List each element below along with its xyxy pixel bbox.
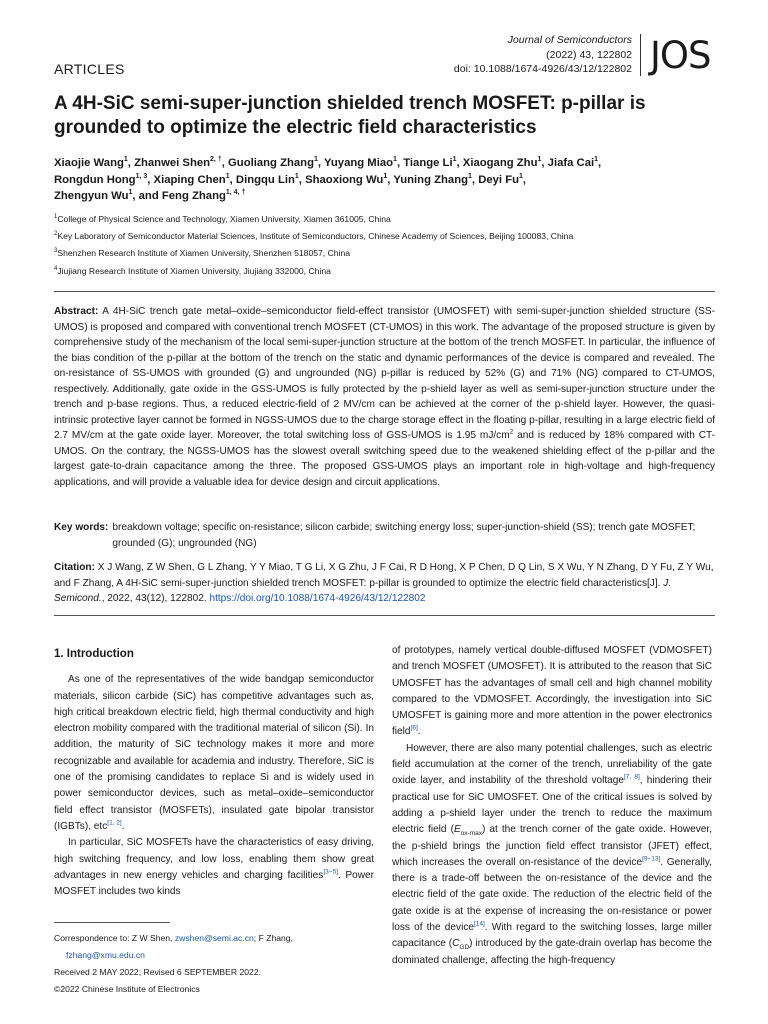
article-title: A 4H-SiC semi-super-junction shielded trench MOSFET: p-pillar is grounded to optimize the electric field characteristics [54,93,646,138]
author-sep: , [598,157,602,169]
author-10: Dingqu Lin [235,173,295,186]
author-8-aff: 1, 3 [135,172,148,180]
affiliation-num: 3 [54,248,58,255]
received-dates: Received 2 MAY 2022; Revised 6 SEPTEMBER 2022. [54,967,261,977]
section-heading: 1. Introduction [54,648,134,660]
author-13: Deyi Fu [478,173,519,186]
author-8: Rongdun Hong [54,173,136,186]
author-sep: , [541,157,548,169]
paragraph-text: . [417,726,421,738]
section-type-label: ARTICLES [54,61,125,77]
affiliation-item [54,263,719,280]
author-1: Xiaojie Wang [54,157,124,169]
author-15: Feng Zhang [161,190,226,202]
author-sep: , [229,173,236,186]
affiliation-text: Key Laboratory of Semiconductor Material Sciences, Institute of Semiconductors, Chinese Academy of Sciences, Beijing 100083, China [57,231,574,242]
citation [54,560,715,607]
journal-meta [454,33,632,77]
author-4: Yuyang Miao [323,157,394,169]
reference-link[interactable]: [3−5] [323,868,338,876]
author-14-aff: 1 [128,189,133,197]
email-link[interactable]: fzhang@xmu.edu.cn [66,950,145,960]
author-14: Zhengyun Wu [54,190,129,202]
affiliation-text: Jiujiang Research Institute of Xiamen University, Jiujiang 332000, China [57,265,331,276]
divider-top [54,291,715,292]
correspondence-text: Correspondence to: Z W Shen, [54,933,175,943]
email-link[interactable]: zwshen@semi.ac.cn [174,933,254,943]
author-list [54,155,719,205]
correspondence-cont [54,947,374,964]
citation-doi-link[interactable]: https://doi.org/10.1088/1674-4926/43/12/122802 [209,593,426,604]
affiliation-text: Shenzhen Research Institute of Xiamen University, Shenzhen 518057, China [57,248,351,259]
paragraph [54,835,374,900]
keywords-text: breakdown voltage; specific on-resistance; silicon carbide; switching energy loss; super-junction-shield (SS); trench gate MOSFET; grounded (G); ungrounded (NG) [112,522,696,549]
paragraph-text: However, there are also many potential challenges, such as electric field accumulation at the corner of the trench, unreliability of the gate oxide layer, and instability of the threshold voltage [392,742,712,787]
paragraph [392,741,712,969]
paragraph-text: . Power MOSFET includes two kinds [54,869,374,898]
author-sep: , [147,173,154,186]
math-subscript: ox-max [460,830,482,838]
citation-tail: , 2022, 43(12), 122802. [101,593,210,604]
author-sep: , [317,157,324,169]
abstract-text-cont: and is reduced by 18% compared with CT-UMOS. On the contrary, the NGSS-UMOS has the slowest overall switching speed due to the weakened shielding effect of the p-pillar and the largest gate-to-drain capacitance among the three. The proposed GSS-UMOS plays an important role in high-voltage and high-frequency applications, and will provide a valuable idea for device design and circuit applications. [54,430,715,488]
footnotes [54,930,374,998]
logo-divider [640,34,641,76]
paragraph [54,672,374,835]
affiliation-num: 4 [54,265,58,272]
keywords-label: Key words: [54,522,109,533]
citation-journal: J. Semicond. [54,577,672,604]
journal-logo: JOS [650,34,711,77]
paragraph-text: As one of the representatives of the wide bandgap semiconductor materials, silicon carbide (SiC) has competitive advantages such as, high critical breakdown electric field, high thermal conductivity and high electron mobility compared with the traditional material of silicon (Si). In addition, the maturity of SiC technology makes it more and more recognizable and available for academia and industry. Therefore, SiC is one of the promising candidates to replace Si and is widely used in power semiconductor devices, such as metal–oxide–semiconductor field effect transistor (MOSFETs), insulated gate bipolar transistor (IGBTs), etc [54,674,374,832]
author-3-aff: 1 [313,156,318,164]
journal-name: Journal of Semiconductors [507,34,632,46]
author-sep: , [298,173,306,186]
author-sep: , [456,157,463,169]
right-column [392,643,712,969]
paragraph [392,643,712,741]
correspondence [54,930,374,947]
author-2-aff: 2, † [210,156,222,164]
affiliation-text: College of Physical Science and Technology, Xiamen University, Xiamen 361005, China [57,214,391,224]
copyright: ©2022 Chinese Institute of Electronics [54,984,200,994]
author-9: Xiaping Chen [153,173,226,186]
author-3: Guoliang Zhang [228,157,314,169]
author-1-aff: 1 [123,156,128,164]
author-13-aff: 1 [519,172,523,180]
reference-link[interactable]: [1, 2] [107,819,122,827]
paragraph-text: ) introduced by the gate-drain overlap has become the dominated challenge, affecting the high-frequency [392,938,712,966]
author-sep: , [471,173,479,186]
affiliation-item [54,245,719,262]
abstract-sup: 2 [509,428,514,436]
author-15-aff: 1, 4, † [225,189,246,197]
keywords [54,520,715,551]
abstract-label: Abstract: [54,306,99,317]
left-column [54,646,374,900]
author-2: Zhanwei Shen [134,157,211,169]
abstract [54,304,715,490]
author-5: Tiange Li [403,157,453,169]
affiliation-list [54,211,719,280]
author-11-aff: 1 [383,172,388,180]
author-12-aff: 1 [468,172,472,180]
author-11: Shaoxiong Wu [305,173,384,186]
author-7: Jiafa Cai [547,157,595,169]
correspondence-text: ; F Zhang, [253,933,293,943]
affiliation-num: 1 [54,214,58,221]
reference-link[interactable]: [6] [410,725,418,733]
divider-bottom [54,615,715,616]
reference-link[interactable]: [14] [473,920,485,928]
author-sep: , [387,173,394,186]
paragraph-text: . [121,820,125,832]
math-symbol: E [453,824,461,836]
paragraph-text: In particular, SiC MOSFETs have the characteristics of easy driving, high switching frequency, and low loss, enabling them show great advantages in new energy vehicles and charging facilities [54,837,374,881]
citation-label: Citation: [54,562,95,573]
author-6: Xiaogang Zhu [462,157,538,169]
footnote-divider [54,922,170,923]
author-sep: , [221,157,228,169]
math-subscript: GD [459,944,470,952]
author-sep: , and [132,190,162,202]
author-7-aff: 1 [594,156,599,164]
author-5-aff: 1 [452,156,457,164]
affiliation-num: 2 [54,231,58,238]
reference-link[interactable]: [7, 8] [624,774,640,782]
paragraph-text: ) at the trench corner of the gate oxide. However, the p-shield brings the junction field effect transistor (JFET) effect, which increases the overall on-resistance of the device [392,824,712,868]
citation-text: X J Wang, Z W Shen, G L Zhang, Y Y Miao, T G Li, X G Zhu, J F Cai, R D Hong, X P Chen, D Q Lin, S X Wu, Y N Zhang, D Y Fu, Z Y Wu, and F Zhang, A 4H-SiC semi-super-junction shielded trench MOSFET: p-pillar is grounded to optimize the electric field characteristics[J]. [54,562,714,589]
author-sep: , [522,173,527,186]
paragraph-text: . With regard to the switching losses, large miller capacitance ( [392,922,712,950]
author-6-aff: 1 [537,156,542,164]
author-sep: , [127,157,135,169]
paragraph-text: of prototypes, namely vertical double-diffused MOSFET (VDMOSFET) and trench MOSFET (UMOSFET). It is attributed to the reason that SiC UMOSFET has the advantages of small cell and high channel mobility compared to the VDMOSFET. Accordingly, the investigation into SiC UMOSFET is gaining more and more attention in the power electronics field [392,645,712,738]
affiliation-item [54,228,719,245]
author-10-aff: 1 [294,172,299,180]
doi-line[interactable]: doi: 10.1088/1674-4926/43/12/122802 [453,63,632,75]
author-12: Yuning Zhang [393,173,468,186]
abstract-text: A 4H-SiC trench gate metal–oxide–semiconductor field-effect transistor (UMOSFET) with semi-super-junction shielded structure (SS-UMOS) is proposed and compared with conventional trench MOSFET (CT-UMOS) in this work. The advantage of the proposed structure is given by comprehensive study of the mechanism of the local semi-super-junction structure at the bottom of the trench MOSFET. In particular, the influence of the bias condition of the p-pillar at the bottom of the trench on the static and dynamic performances of the device is compared and revealed. The on-resistance of SS-UMOS with grounded (G) and ungrounded (NG) p-pillar is reduced by 52% (G) and 71% (NG) compared to CT-UMOS, respectively. Additionally, gate oxide in the GSS-UMOS is fully protected by the p-shield layer as well as semi-super-junction structure under the trench and p-base regions. Thus, a reduced electric-field of 2 MV/cm can be achieved at the corner of the p-shield layer. However, the quasi-intrinsic protective layer cannot be formed in NGSS-UMOS due to the charge storage effect in the floating p-pillar, resulting in a large electric field of 2.7 MV/cm at the gate oxide layer. Moreover, the total switching loss of GSS-UMOS is 1.95 mJ/cm [54,306,715,441]
affiliation-item [54,211,719,228]
paragraph-text: . Generally, there is a trade-off between the on-resistance of the device and the electric field of the gate oxide. The reduction of the electric field of the gate oxide is at the expense of increasing the on-resistance or power loss of the device [392,856,712,934]
paragraph-text: , hindering their practical use for SiC UMOSFET. One of the critical issues is solved by adding a p-shield layer under the trench to reduce the maximum electric field ( [392,775,712,836]
author-sep: , [396,157,404,169]
reference-link[interactable]: [9−13] [642,855,661,863]
math-symbol: C [452,938,460,950]
author-4-aff: 1 [393,156,397,164]
volume-line: (2022) 43, 122802 [546,48,632,61]
author-9-aff: 1 [225,172,230,180]
